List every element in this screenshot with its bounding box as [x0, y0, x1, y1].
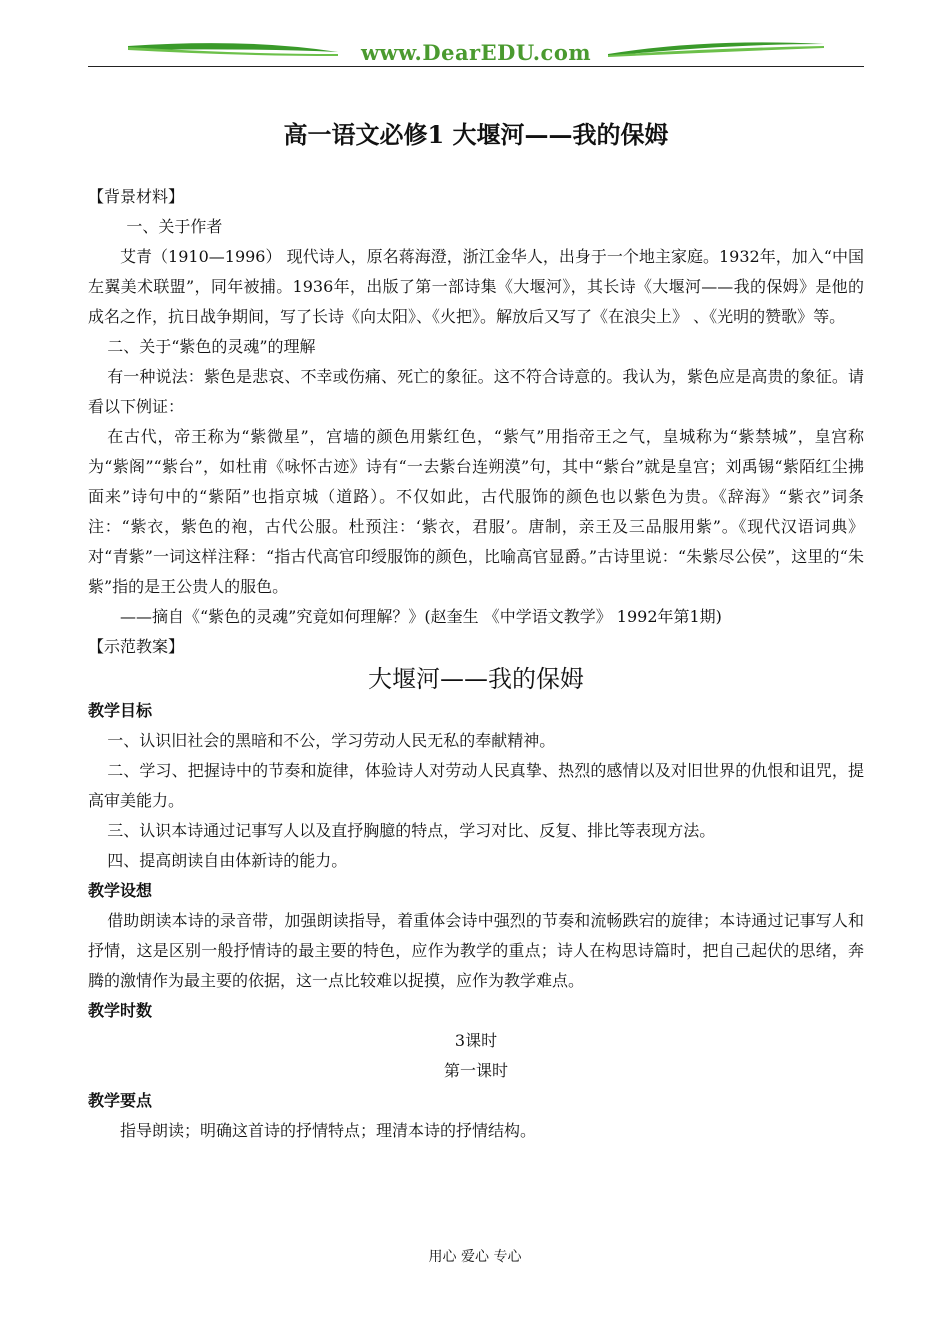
- hours-heading: 教学时数: [88, 1001, 153, 1020]
- points-text: 指导朗读；明确这首诗的抒情特点；理清本诗的抒情结构。: [120, 1121, 537, 1140]
- section-purple-para-2: 在古代，帝王称为“紫微星”，宫墙的颜色用紫红色，“紫气”用指帝王之气，皇城称为“紫禁城”，皇宫称为“紫阁”“紫台”，如杜甫《咏怀古迹》诗有“一去紫台连朔漠”句，其中“紫台”就是皇宫；刘禹锡“紫陌红尘拂面来”诗句中的“紫陌”也指京城（道路）。不仅如此，古代服饰的颜色也以紫色为贵。《辞海》“紫衣”词条注：“紫衣，紫色的袍，古代公服。杜预注：‘紫衣，君服’。唐制，亲王及三品服用紫”。《现代汉语词典》对“青紫”一词这样注释：“指古代高官印绶服饰的颜色，比喻高官显爵。”古诗里说：“朱紫尽公侯”，这里的“朱紫”指的是王公贵人的服色。: [88, 427, 864, 596]
- section-author-text: 艾青（1910—1996） 现代诗人，原名蒋海澄，浙江金华人，出身于一个地主家庭。1932年，加入“中国左翼美术联盟”，同年被捕。1936年，出版了第一部诗集《大堰河》，其长诗《大堰河——我的保姆》是他的成名之作，抗日战争期间，写了长诗《向太阳》、《火把》。解放后又写了《在浪尖上》 、《光明的赞歌》等。: [88, 247, 864, 326]
- section-purple-para-1: 有一种说法：紫色是悲哀、不幸或伤痛、死亡的象征。这不符合诗意的。我认为，紫色应是高贵的象征。请看以下例证：: [88, 367, 864, 416]
- goal-item: 三、认识本诗通过记事写人以及直抒胸臆的特点，学习对比、反复、排比等表现方法。: [107, 821, 716, 840]
- idea-heading: 教学设想: [88, 881, 153, 900]
- points-heading: 教学要点: [88, 1091, 153, 1110]
- lesson-subtitle: 大堰河——我的保姆: [368, 665, 584, 693]
- goal-item: 二、学习、把握诗中的节奏和旋律，体验诗人对劳动人民真挚、热烈的感情以及对旧世界的仇恨和诅咒，提高审美能力。: [88, 761, 864, 810]
- document-body: [88, 118, 864, 1146]
- demo-label: 【示范教案】: [88, 637, 185, 656]
- lesson-one-label: 第一课时: [443, 1061, 508, 1080]
- goals-heading: 教学目标: [88, 701, 153, 720]
- hours-value: 3课时: [454, 1031, 498, 1050]
- source-citation: ——摘自《“紫色的灵魂”究竟如何理解？》(赵奎生 《中学语文教学》 1992年第1期): [120, 607, 722, 626]
- goal-item: 四、提高朗读自由体新诗的能力。: [107, 851, 348, 870]
- site-header: [88, 38, 864, 68]
- page-footer: 用心 爱心 专心: [428, 1249, 522, 1265]
- background-label: 【背景材料】: [88, 187, 185, 206]
- document-title: 高一语文必修1 大堰河——我的保姆: [283, 120, 669, 149]
- idea-text: 借助朗读本诗的录音带，加强朗读指导，着重体会诗中强烈的节奏和流畅跌宕的旋律；本诗通过记事写人和抒情，这是区别一般抒情诗的最主要的特色，应作为教学的重点；诗人在构思诗篇时，把自己起伏的思绪，奔腾的激情作为最主要的依据，这一点比较难以捉摸，应作为教学难点。: [88, 911, 864, 990]
- section-author-heading: 一、关于作者: [126, 217, 223, 236]
- section-purple-heading: 二、关于“紫色的灵魂”的理解: [107, 337, 316, 356]
- goal-item: 一、认识旧社会的黑暗和不公，学习劳动人民无私的奉献精神。: [107, 731, 556, 750]
- header-rule: [88, 66, 864, 67]
- site-name: www.DearEDU.com: [360, 40, 592, 65]
